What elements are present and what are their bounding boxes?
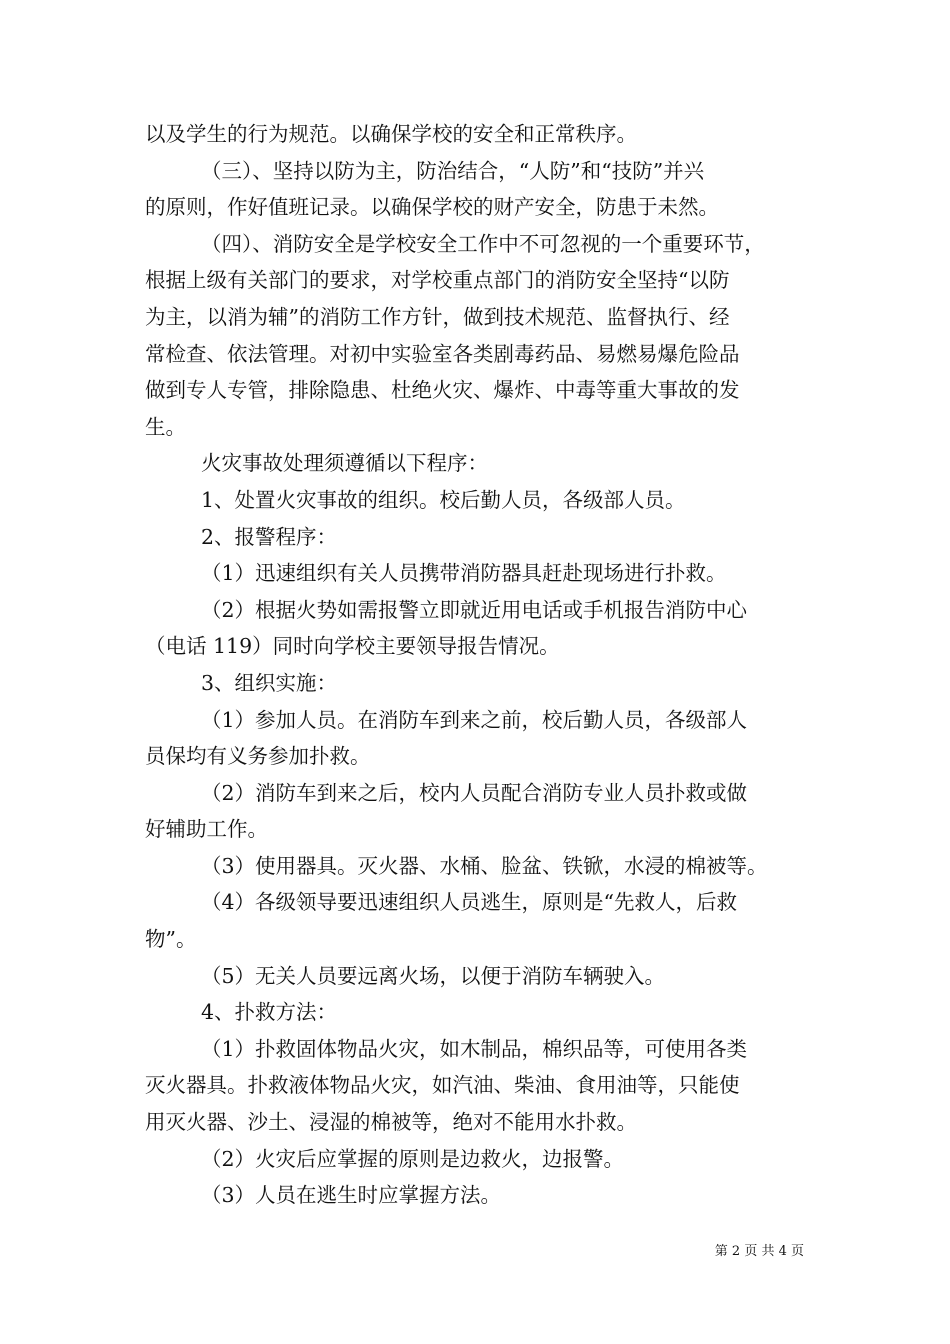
text-line: （3）使用器具。灭火器、水桶、脸盆、铁锨，水浸的棉被等。 bbox=[201, 853, 768, 878]
text-line: 以及学生的行为规范。以确保学校的安全和正常秩序。 bbox=[145, 122, 637, 146]
text-line: （4）各级领导要迅速组织人员逃生，原则是“先救人，后救 bbox=[201, 890, 738, 915]
text-line: （3）人员在逃生时应掌握方法。 bbox=[201, 1183, 502, 1208]
text-line: 生。 bbox=[145, 414, 186, 439]
text-line: （1）迅速组织有关人员携带消防器具赶赴现场进行扑救。 bbox=[201, 561, 727, 586]
document-body bbox=[145, 116, 810, 1214]
text-line: 4、扑救方法： bbox=[201, 1000, 338, 1025]
text-line: 2、报警程序： bbox=[201, 524, 338, 549]
text-line: 根据上级有关部门的要求，对学校重点部门的消防安全坚持“以防 bbox=[145, 268, 730, 293]
text-line: （2）消防车到来之后，校内人员配合消防专业人员扑救或做 bbox=[201, 780, 748, 805]
page-number-footer: 第 2 页 共 4 页 bbox=[714, 1244, 804, 1259]
text-line: （5）无关人员要远离火场，以便于消防车辆驶入。 bbox=[201, 963, 666, 988]
text-line: （1）扑救固体物品火灾，如木制品，棉织品等，可使用各类 bbox=[201, 1036, 748, 1061]
text-line: （四）、消防安全是学校安全工作中不可忽视的一个重要环节， bbox=[201, 231, 765, 256]
text-line: 员保均有义务参加扑救。 bbox=[145, 744, 371, 769]
text-line: 常检查、依法管理。对初中实验室各类剧毒药品、易燃易爆危险品 bbox=[145, 341, 740, 366]
text-line: 做到专人专管，排除隐患、杜绝火灾、爆炸、中毒等重大事故的发 bbox=[145, 378, 740, 403]
text-line: 3、组织实施： bbox=[201, 670, 338, 695]
text-line: （三）、坚持以防为主，防治结合，“人防”和“技防”并兴 bbox=[201, 158, 705, 183]
text-line: 灭火器具。扑救液体物品火灾，如汽油、柴油、食用油等，只能使 bbox=[145, 1073, 740, 1098]
text-line: 的原则，作好值班记录。以确保学校的财产安全，防患于未然。 bbox=[145, 195, 719, 220]
text-line: 为主，以消为辅”的消防工作方针，做到技术规范、监督执行、经 bbox=[145, 304, 730, 329]
text-line: （电话 119）同时向学校主要领导报告情况。 bbox=[145, 634, 560, 659]
text-line: 好辅助工作。 bbox=[145, 817, 268, 842]
text-line: （1）参加人员。在消防车到来之前，校后勤人员，各级部人 bbox=[201, 707, 748, 732]
text-line: 1、处置火灾事故的组织。校后勤人员，各级部人员。 bbox=[201, 487, 686, 512]
text-line: 物”。 bbox=[145, 927, 197, 952]
text-line: （2）根据火势如需报警立即就近用电话或手机报告消防中心 bbox=[201, 597, 748, 622]
text-line: （2）火灾后应掌握的原则是边救火，边报警。 bbox=[201, 1146, 625, 1171]
text-line: 火灾事故处理须遵循以下程序： bbox=[201, 451, 488, 476]
text-line: 用灭火器、沙土、浸湿的棉被等，绝对不能用水扑救。 bbox=[145, 1110, 637, 1135]
